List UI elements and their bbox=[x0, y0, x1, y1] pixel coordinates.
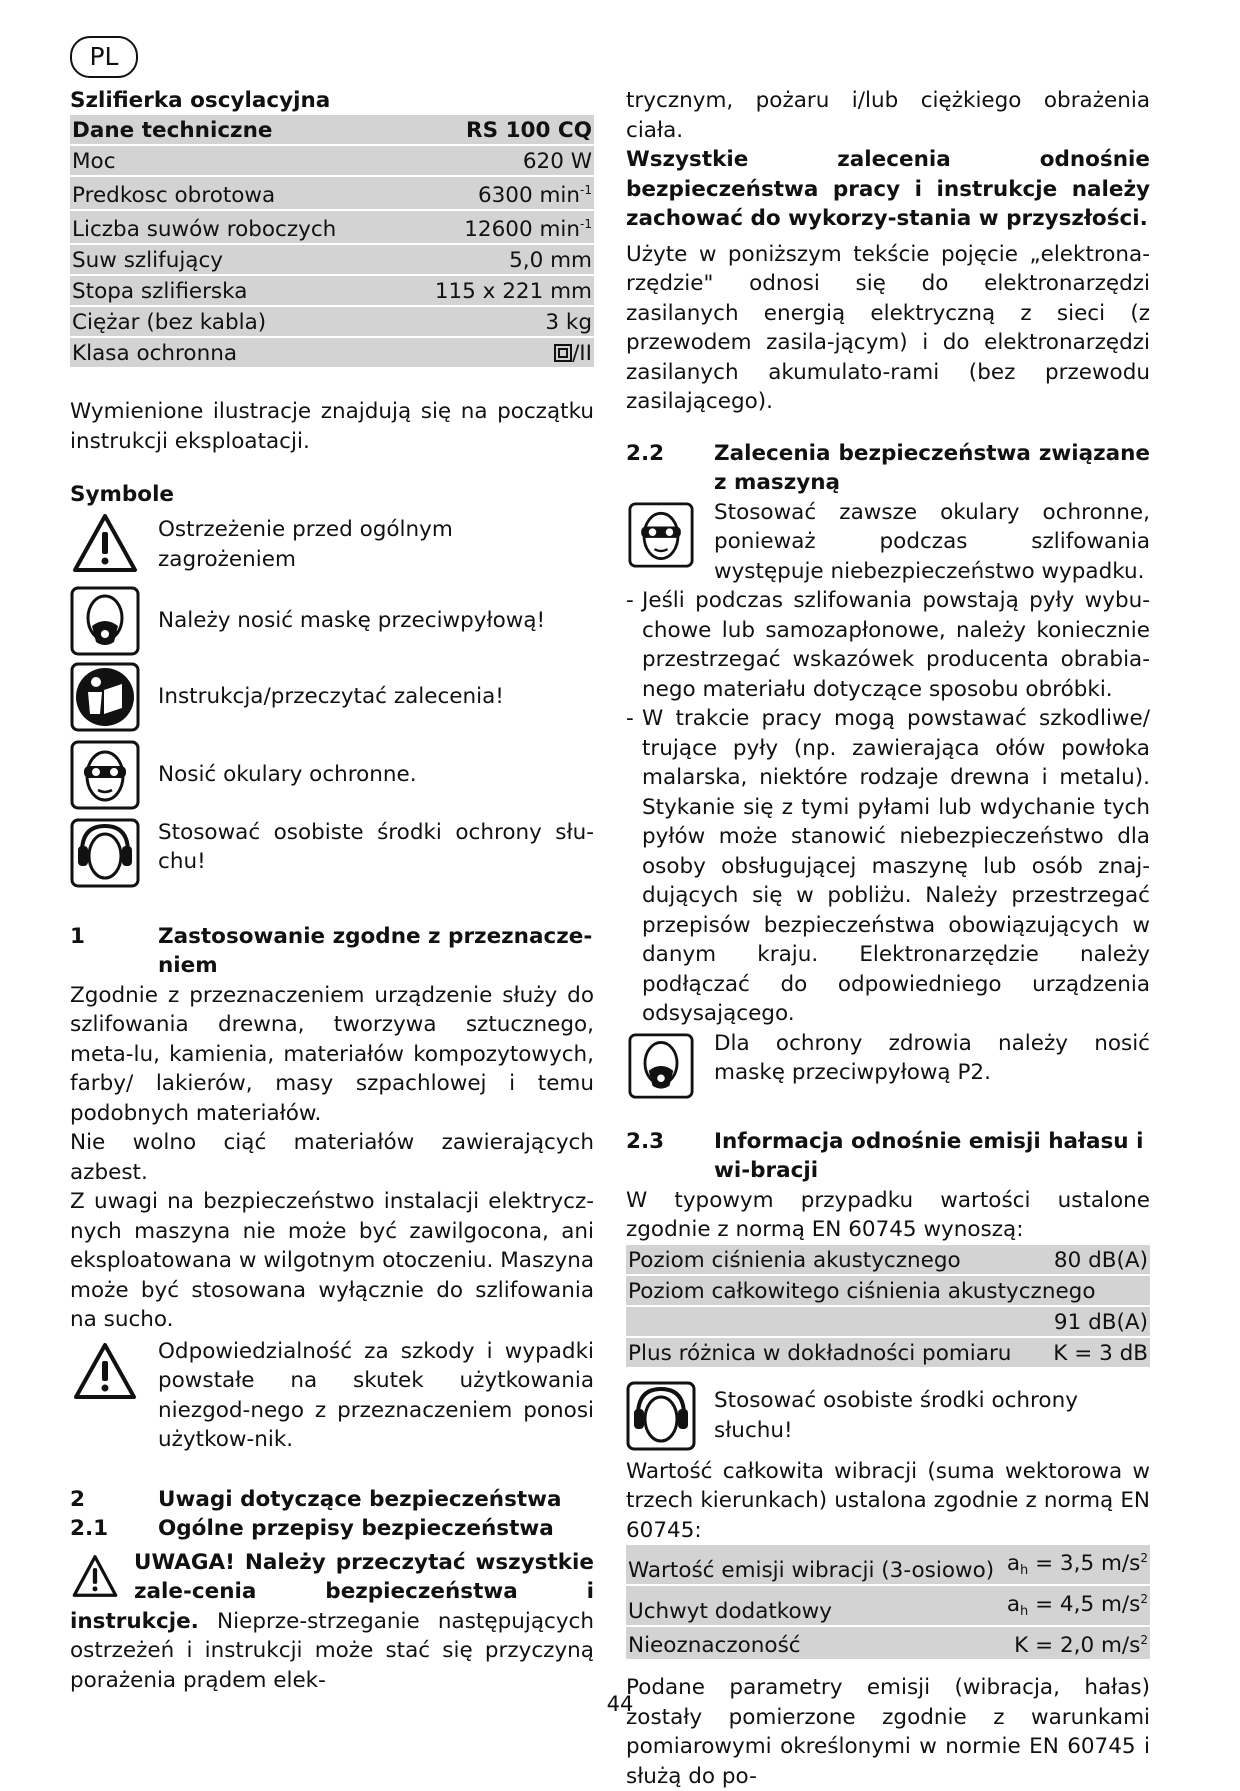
section-number: 2.1 bbox=[70, 1516, 109, 1541]
read-manual-icon bbox=[70, 662, 140, 732]
spec-value: 620 W bbox=[397, 145, 594, 176]
vibration-value-cell bbox=[1002, 1626, 1150, 1660]
table-row bbox=[626, 1337, 1150, 1368]
list-item-text: Jeśli podczas szlifowania powstają pyły wybu-chowe lub samozapłonowe, należy koniecznie przestrzegać wskazówek producenta obrabia-nego materiału dotyczące sposobu obróbki. bbox=[642, 588, 1150, 702]
left-column bbox=[70, 86, 594, 1695]
noise-label: Poziom całkowitego ciśnienia akustycznego bbox=[626, 1275, 1150, 1306]
warning-text: Odpowiedzialność za szkody i wypadki powstałe na skutek użytkowania niezgod-nego z przeznaczeniem ponosi użytkow-nik. bbox=[158, 1338, 594, 1452]
spec-label: Suw szlifujący bbox=[70, 244, 397, 275]
safety-goggles-icon bbox=[70, 740, 140, 810]
goggles-text: Stosować zawsze okulary ochronne, ponieważ podczas szlifowania występuje niebezpieczeństwo wypadku. bbox=[714, 499, 1150, 584]
vibration-symbol: a bbox=[1006, 1592, 1020, 1617]
table-row bbox=[626, 1626, 1150, 1660]
noise-value: 80 dB(A) bbox=[1044, 1245, 1150, 1275]
symbol-text: Należy nosić maskę przeciwpyłową! bbox=[158, 607, 546, 633]
noise-value: 91 dB(A) bbox=[1044, 1306, 1150, 1337]
language-badge: PL bbox=[70, 36, 138, 78]
list-item: - W trakcie pracy mogą powstawać szkodliwe/ trujące pyły (np. zawierająca ołów powłoka malarska, niektóre rodzaje drewna i metalu). Stykanie się z tymi pyłami lub wdychanie tych pyłów może stanowić niebezpieczeństwo dla osoby obsługującej maszynę lub osób znaj-dujących się w pobliżu. Należy przestrzegać przepisów bezpieczeństwa obowiązujących w danym kraju. Elektronarzędzie należy podłączać do odpowiedniego urządzenia odsysającego. bbox=[626, 704, 1150, 1029]
vibration-value-cell bbox=[1002, 1545, 1150, 1585]
vibration-label: Uchwyt dodatkowy bbox=[626, 1585, 1002, 1626]
section-number: 2.3 bbox=[626, 1128, 665, 1154]
vibration-value-cell bbox=[1002, 1585, 1150, 1626]
symbol-row bbox=[70, 818, 594, 888]
spec-superscript: -1 bbox=[580, 217, 592, 231]
vibration-superscript: 2 bbox=[1140, 1551, 1148, 1565]
section-2-3-heading bbox=[626, 1127, 1150, 1186]
section-number: 2 bbox=[70, 1486, 85, 1512]
spec-header-label: Dane techniczne bbox=[70, 115, 397, 145]
section-2-2-heading bbox=[626, 439, 1150, 498]
spec-value-cell bbox=[397, 210, 594, 244]
table-row bbox=[70, 337, 594, 368]
ear-protection-icon bbox=[70, 818, 140, 888]
definition-paragraph: Użyte w poniższym tekście pojęcie „elektrona-rzędzie" odnosi się do elektronarzędzi zasilanych energią elektryczną z sieci (z przewodem zasila-jącym) i do elektronarzędzi zasilanych akumulato-rami (bez przewodu zasilającego). bbox=[626, 241, 1150, 414]
spec-value: 12600 min bbox=[464, 217, 581, 242]
spec-value: 5,0 mm bbox=[397, 244, 594, 275]
spec-label: Predkosc obrotowa bbox=[70, 176, 397, 210]
warning-text: Nieprze-strzeganie następujących ostrzeżeń i instrukcji może stać się przyczyną porażenia prądem elek- bbox=[70, 1608, 594, 1693]
vibration-superscript: 2 bbox=[1140, 1633, 1148, 1647]
spec-value-cell bbox=[397, 337, 594, 368]
section-number: 2.2 bbox=[626, 440, 665, 466]
vibration-value: K = 2,0 m/s bbox=[1014, 1633, 1141, 1658]
table-row bbox=[626, 1585, 1150, 1626]
table-row bbox=[70, 145, 594, 176]
spec-label: Klasa ochronna bbox=[70, 337, 397, 368]
section-title: Uwagi dotyczące bezpieczeństwa bbox=[158, 1486, 562, 1512]
mask-advice bbox=[626, 1029, 1150, 1099]
symbol-row bbox=[70, 586, 594, 656]
symbol-row bbox=[70, 510, 594, 580]
vibration-label: Nieoznaczoność bbox=[626, 1626, 1002, 1660]
section-2-1-heading bbox=[70, 1514, 594, 1544]
document-title: Szlifierka oscylacyjna bbox=[70, 88, 331, 113]
warning-bold-text: UWAGA! Należy przeczytać wszystkie zale-cenia bezpieczeństwa i instrukcje. bbox=[70, 1549, 594, 1634]
warning-triangle-icon bbox=[70, 1552, 120, 1600]
intro-text: Wymienione ilustracje znajdują się na początku instrukcji eksploatacji. bbox=[70, 399, 594, 454]
vibration-value: = 4,5 m/s bbox=[1028, 1592, 1141, 1617]
dust-mask-icon bbox=[70, 586, 140, 656]
section-1-paragraph: Zgodnie z przeznaczeniem urządzenie służy do szlifowania drewna, tworzywa sztucznego, meta-lu, kamienia, materiałów kompozytowych, farby/ lakierów, masy szpachlowej i temu podobnych materiałów. bbox=[70, 982, 594, 1126]
vibration-value: = 3,5 m/s bbox=[1028, 1551, 1141, 1576]
section-title: Ogólne przepisy bezpieczeństwa bbox=[158, 1516, 554, 1541]
table-row bbox=[626, 1306, 1150, 1337]
section-2-heading bbox=[70, 1485, 594, 1515]
ear-protection-text: Stosować osobiste środki ochrony słuchu! bbox=[714, 1388, 1078, 1443]
spec-table-header bbox=[70, 115, 594, 145]
table-row bbox=[626, 1545, 1150, 1585]
ear-protection-icon bbox=[626, 1381, 696, 1451]
noise-table bbox=[626, 1245, 1150, 1369]
mask-text: Dla ochrony zdrowia należy nosić maskę przeciwpyłową P2. bbox=[714, 1030, 1150, 1085]
emission-paragraph: Podane parametry emisji (wibracja, hałas) zostały pomierzone zgodnie z warunkami pomiarowymi określonymi w normie EN 60745 i służą do po- bbox=[626, 1675, 1150, 1789]
vibration-table bbox=[626, 1545, 1150, 1661]
symbol-text: Stosować osobiste środki ochrony słu-chu! bbox=[158, 819, 594, 874]
vibration-superscript: 2 bbox=[1140, 1592, 1148, 1606]
noise-label: Poziom ciśnienia akustycznego bbox=[626, 1245, 1044, 1275]
section-1-paragraph: Nie wolno ciąć materiałów zawierających azbest. bbox=[70, 1130, 594, 1185]
spec-value: 115 x 221 mm bbox=[397, 275, 594, 306]
vibration-subscript: h bbox=[1020, 1604, 1029, 1619]
table-row bbox=[70, 176, 594, 210]
section-number: 1 bbox=[70, 923, 85, 949]
symbol-text: Ostrzeżenie przed ogólnym zagrożeniem bbox=[158, 517, 453, 572]
spec-value-cell bbox=[397, 176, 594, 210]
dust-mask-icon bbox=[626, 1033, 696, 1099]
keep-instructions-text: Wszystkie zalecenia odnośnie bezpieczeństwa pracy i instrukcje należy zachować do wykorzy-stania w przyszłości. bbox=[626, 147, 1150, 231]
vibration-symbol: a bbox=[1006, 1551, 1020, 1576]
table-row bbox=[626, 1245, 1150, 1275]
spec-value: 3 kg bbox=[397, 306, 594, 337]
symbol-row bbox=[70, 740, 594, 810]
spec-label: Moc bbox=[70, 145, 397, 176]
continued-text: trycznym, pożaru i/lub ciężkiego obrażenia ciała. bbox=[626, 88, 1150, 143]
symbol-text: Nosić okulary ochronne. bbox=[158, 761, 417, 787]
right-column bbox=[626, 86, 1150, 1791]
warning-paragraph bbox=[70, 1548, 594, 1696]
spec-label: Stopa szlifierska bbox=[70, 275, 397, 306]
table-row bbox=[70, 275, 594, 306]
spec-value: /II bbox=[572, 341, 592, 366]
noise-intro: W typowym przypadku wartości ustalone zgodnie z normą EN 60745 wynoszą: bbox=[626, 1187, 1150, 1242]
spec-superscript: -1 bbox=[580, 183, 592, 197]
table-row bbox=[70, 244, 594, 275]
vibration-subscript: h bbox=[1020, 1563, 1029, 1578]
spec-table bbox=[70, 115, 594, 369]
spec-header-model: RS 100 CQ bbox=[397, 115, 594, 145]
spec-value: 6300 min bbox=[477, 183, 581, 208]
section-title: Zastosowanie zgodne z przeznacze-niem bbox=[158, 923, 593, 978]
list-item-text: W trakcie pracy mogą powstawać szkodliwe/ trujące pyły (np. zawierająca ołów powłoka malarska, niektóre rodzaje drewna i metalu). Stykanie się z tymi pyłami lub wdychanie tych pyłów może stanowić niebezpieczeństwo dla osoby obsługującej maszynę lub osób znaj-dujących się w pobliżu. Należy przestrzegać przepisów bezpieczeństwa obowiązujących w danym kraju. Elektronarzędzie należy podłączać do odpowiedniego urządzenia odsysającego. bbox=[642, 706, 1150, 1026]
spec-label: Liczba suwów roboczych bbox=[70, 210, 397, 244]
table-row bbox=[626, 1275, 1150, 1306]
list-item: - Jeśli podczas szlifowania powstają pyły wybu-chowe lub samozapłonowe, należy koniecznie przestrzegać wskazówek producenta obrabia-nego materiału dotyczące sposobu obróbki. bbox=[626, 586, 1150, 704]
safety-goggles-icon bbox=[626, 502, 696, 568]
protection-class-ii-icon bbox=[554, 344, 572, 362]
general-warning-block bbox=[70, 1548, 594, 1696]
symbol-row bbox=[70, 662, 594, 732]
page-number: 44 bbox=[606, 1692, 634, 1716]
vibration-label: Wartość emisji wibracji (3-osiowo) bbox=[626, 1545, 1002, 1585]
ear-protection-advice bbox=[626, 1381, 1150, 1451]
symbols-heading: Symbole bbox=[70, 482, 175, 507]
section-title: Zalecenia bezpieczeństwa związane z maszyną bbox=[714, 440, 1150, 495]
goggles-advice bbox=[626, 498, 1150, 587]
section-1-paragraph: Z uwagi na bezpieczeństwo instalacji elektrycz-nych maszyna nie może być zawilgocona, ani eksploatowana w wilgotnym otoczeniu. Maszyna może być stosowana wyłącznie do szlifowania na sucho. bbox=[70, 1189, 594, 1332]
spec-label: Ciężar (bez kabla) bbox=[70, 306, 397, 337]
section-1-heading bbox=[70, 922, 594, 981]
liability-warning bbox=[70, 1337, 594, 1455]
vibration-intro: Wartość całkowita wibracji (suma wektorowa w trzech kierunkach) ustalona zgodnie z normą EN 60745: bbox=[626, 1458, 1150, 1543]
warning-triangle-icon bbox=[70, 1337, 140, 1407]
table-row bbox=[70, 306, 594, 337]
noise-label: Plus różnica w dokładności pomiaru bbox=[626, 1337, 1044, 1368]
warning-triangle-icon bbox=[70, 510, 140, 580]
noise-value: K = 3 dB bbox=[1044, 1337, 1150, 1368]
symbol-text: Instrukcja/przeczytać zalecenia! bbox=[158, 683, 504, 709]
section-title: Informacja odnośnie emisji hałasu i wi-bracji bbox=[714, 1128, 1144, 1183]
table-row bbox=[70, 210, 594, 244]
